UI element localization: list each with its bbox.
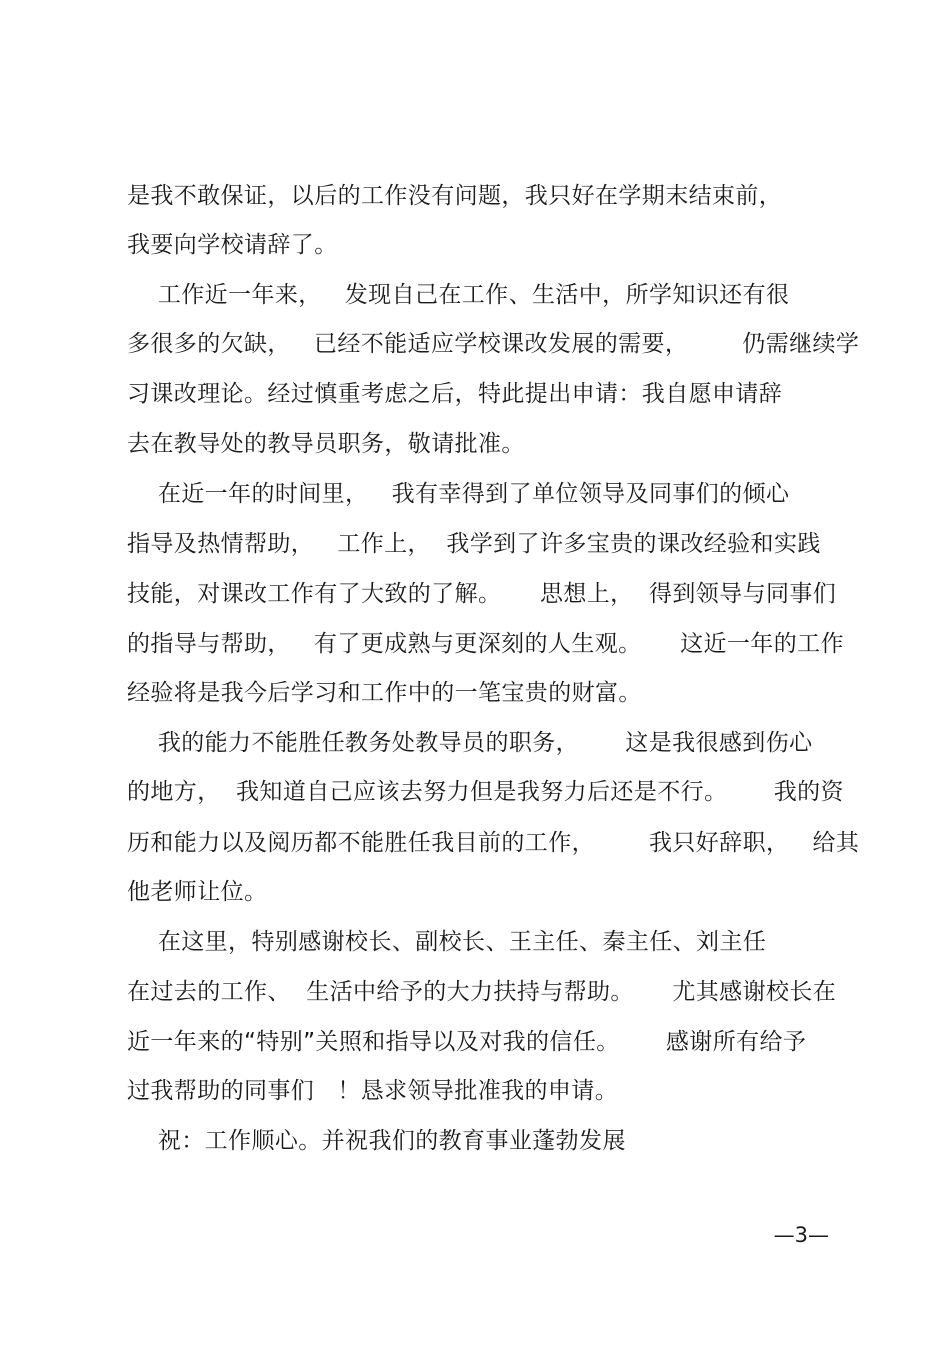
text-line: 经验将是我今后学习和工作中的一笔宝贵的财富。 — [127, 680, 642, 706]
text-line: 技能，对课改工作有了大致的了解。 思想上， 得到领导与同事们 — [127, 581, 837, 607]
text-line: 去在教导处的教导员职务，敬请批准。 — [127, 431, 525, 457]
text-line: 我的能力不能胜任教务处教导员的职务， 这是我很感到伤心 — [127, 730, 813, 756]
text-line: 他老师让位。 — [127, 879, 268, 905]
text-line: 历和能力以及阅历都不能胜任我目前的工作， 我只好辞职， 给其 — [127, 830, 860, 856]
page-number: —3— — [773, 1223, 829, 1247]
text-line: 祝：工作顺心。并祝我们的教育事业蓬勃发展 — [127, 1128, 626, 1154]
text-line: 过我帮助的同事们 ！恳求领导批准我的申请。 — [127, 1078, 619, 1104]
text-line: 的地方， 我知道自己应该去努力但是我努力后还是不行。 我的资 — [127, 779, 844, 805]
text-line: 多很多的欠缺， 已经不能适应学校课改发展的需要， 仍需继续学 — [127, 331, 860, 357]
text-line: 指导及热情帮助， 工作上， 我学到了许多宝贵的课改经验和实践 — [127, 531, 821, 557]
text-line: 在近一年的时间里， 我有幸得到了单位领导及同事们的倾心 — [127, 481, 790, 507]
text-line: 近一年来的“特别”关照和指导以及对我的信任。 感谢所有给予 — [127, 1029, 807, 1055]
text-line: 在过去的工作、 生活中给予的大力扶持与帮助。 尤其感谢校长在 — [127, 979, 837, 1005]
text-line: 是我不敢保证，以后的工作没有问题，我只好在学期末结束前， — [127, 183, 783, 209]
text-line: 在这里，特别感谢校长、副校长、王主任、秦主任、刘主任 — [127, 929, 767, 955]
text-line: 工作近一年来， 发现自己在工作、生活中，所学知识还有很 — [127, 282, 790, 308]
text-line: 我要向学校请辞了。 — [127, 232, 338, 258]
text-line: 习课改理论。经过慎重考虑之后，特此提出申请：我自愿申请辞 — [127, 381, 783, 407]
text-line: 的指导与帮助， 有了更成熟与更深刻的人生观。 这近一年的工作 — [127, 631, 844, 657]
